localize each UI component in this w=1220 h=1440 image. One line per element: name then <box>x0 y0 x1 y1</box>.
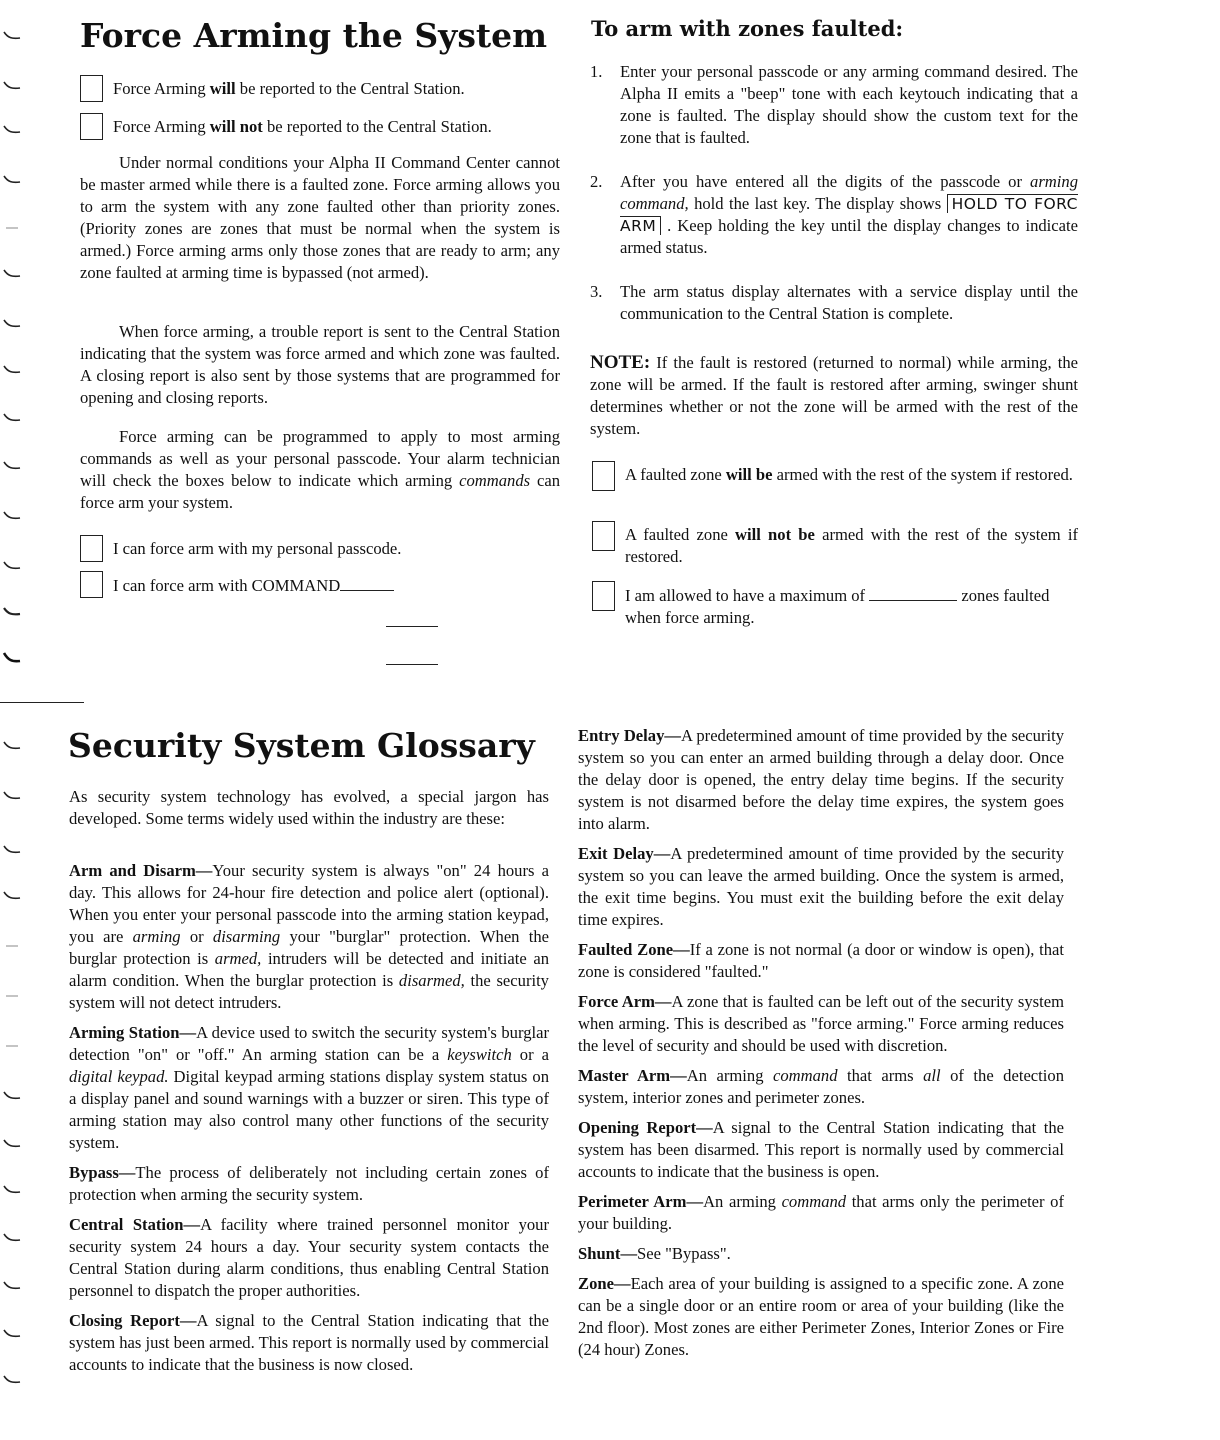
checkbox[interactable] <box>592 461 615 491</box>
binder-tick <box>0 318 26 330</box>
binder-tick <box>0 560 26 572</box>
binder-tick <box>0 606 26 618</box>
note-paragraph: NOTE: If the fault is restored (returned to normal) while arming, the zone will be armed. If the fault is restored after arming, swinger shunt determines whether or not the zone will be armed with the rest of the system. <box>590 352 1078 438</box>
binder-tick <box>0 740 26 752</box>
checkbox-row-will-not-be-armed <box>592 524 1078 568</box>
checkbox-row-command <box>80 574 560 598</box>
checkbox-row-not-reported <box>80 116 570 140</box>
checkbox[interactable] <box>80 535 103 562</box>
glossary-entry-faulted-zone: Faulted Zone—If a zone is not normal (a door or window is open), that zone is considered "faulted." <box>578 940 1065 981</box>
glossary-entry-exit-delay: Exit Delay—A predetermined amount of time provided by the security system so you can leave the armed building. Once the system is armed, the exit time begins. You must exit the building before the exit delay time expires. <box>578 844 1064 929</box>
glossary-title: Security System Glossary <box>68 726 535 765</box>
binder-tick <box>0 1138 26 1150</box>
checkbox-row-max-zones <box>592 584 1078 629</box>
checkbox[interactable] <box>80 113 103 140</box>
glossary-right-column <box>578 725 1064 1369</box>
checkbox-row-passcode <box>80 538 560 562</box>
checkbox-label: Force Arming will not be reported to the Central Station. <box>113 117 492 136</box>
step-2: 2. After you have entered all the digits of the passcode or arming command, hold the last key. The display shows HOLD TO FORC ARM . Keep holding the key until the display changes to indicate armed status. <box>590 172 1079 257</box>
max-zones-blank[interactable] <box>869 584 957 601</box>
glossary-intro: As security system technology has evolved, a special jargon has developed. Some terms widely used within the industry are these: <box>69 787 549 828</box>
binder-tick <box>0 364 26 376</box>
force-arming-title: Force Arming the System <box>80 16 548 55</box>
glossary-entry-master-arm: Master Arm—An arming command that arms all of the detection system, interior zones and perimeter zones. <box>578 1066 1064 1107</box>
binder-tick <box>0 844 26 856</box>
force-arming-paragraph-2: When force arming, a trouble report is sent to the Central Station indicating that the system was force armed and which zone was faulted. A closing report is also sent by those systems that are programmed for opening and closing reports. <box>80 322 560 407</box>
binder-tick <box>0 1184 26 1196</box>
checkbox[interactable] <box>80 571 103 598</box>
arming-steps <box>590 61 1078 325</box>
checkbox[interactable] <box>592 581 615 611</box>
glossary-entry-arming-station: Arming Station—A device used to switch the security system's burglar detection "on" or "off." An arming station can be a keyswitch or a digital keypad. Digital keypad arming stations display system status on a display panel and sound warnings with a buzzer or siren. This type of arming station may also control many other functions of the security system. <box>69 1023 549 1152</box>
glossary-entry-bypass: Bypass—The process of deliberately not including certain zones of protection when arming the security system. <box>69 1163 549 1204</box>
glossary-entry-arm-disarm: Arm and Disarm—Your security system is always "on" 24 hours a day. This allows for 24-hour fire detection and police alert (optional). When you enter your personal passcode into the arming station keypad, you are arming or disarming your "burglar" protection. When the burglar protection is armed, intruders will be detected and initiate an alarm condition. When the burglar protection is disarmed, the security system will not detect intruders. <box>69 861 550 1012</box>
checkbox-label: A faulted zone will not be armed with the rest of the system if restored. <box>625 525 1078 566</box>
step-3: 3. The arm status display alternates with a service display until the communication to the Central Station is complete. <box>590 282 1078 323</box>
binder-tick <box>0 1232 26 1244</box>
checkbox-label: I am allowed to have a maximum of zones faulted when force arming. <box>625 586 1050 627</box>
binder-tick <box>0 1280 26 1292</box>
glossary-left-column <box>69 860 549 1384</box>
binder-tick <box>0 652 26 664</box>
binder-tick <box>0 1040 26 1052</box>
command-blank[interactable] <box>340 574 394 591</box>
force-arming-paragraph-1: Under normal conditions your Alpha II Command Center cannot be master armed while there is a faulted zone. Force arming allows you to arm the system with any zone faulted other than priority zones. (Priority zones are zones that must be normal when the system is armed.) Force arming arms only those zones that are ready to arm; any zone faulted at arming time is bypassed (not armed). <box>80 153 560 282</box>
binder-tick <box>0 222 26 234</box>
section-divider <box>0 702 84 703</box>
binder-tick <box>0 1374 26 1386</box>
checkbox-row-reported <box>80 78 570 102</box>
checkbox-label: I can force arm with COMMAND <box>113 574 394 597</box>
keypad-display-text: HOLD TO FORC ARM <box>620 195 1079 235</box>
glossary-entry-central-station: Central Station—A facility where trained personnel monitor your security system 24 hours a day. Your security system contacts the Central Station during alarm conditions, thus enabling Central Station personnel to dispatch the proper authorities. <box>69 1215 549 1300</box>
checkbox-label: I can force arm with my personal passcode. <box>113 539 402 558</box>
checkbox-label: A faulted zone will be armed with the rest of the system if restored. <box>625 465 1073 484</box>
binder-tick <box>0 174 26 186</box>
binder-tick <box>0 940 26 952</box>
binder-tick <box>0 510 26 522</box>
force-arming-paragraph-3: Force arming can be programmed to apply to most arming commands as well as your personal passcode. Your alarm technician will check the boxes below to indicate which arming commands can force arm your system. <box>80 427 561 512</box>
checkbox[interactable] <box>80 75 103 102</box>
zones-faulted-title: To arm with zones faulted: <box>591 16 904 41</box>
binder-tick <box>0 80 26 92</box>
glossary-entry-zone: Zone—Each area of your building is assigned to a specific zone. A zone can be a single door or an entire room or area of your building (like the 2nd floor). Most zones are either Perimeter Zones, Interior Zones or Fire (24 hour) Zones. <box>578 1274 1064 1359</box>
binder-tick <box>0 460 26 472</box>
binder-tick <box>0 1090 26 1102</box>
glossary-entry-shunt: Shunt—See "Bypass". <box>578 1244 731 1263</box>
glossary-entry-closing-report: Closing Report—A signal to the Central Station indicating that the system has just been armed. This report is normally used by commercial accounts to indicate that the business is now closed. <box>69 1311 549 1374</box>
binder-tick <box>0 990 26 1002</box>
binder-tick <box>0 30 26 42</box>
step-1: 1. Enter your personal passcode or any arming command desired. The Alpha II emits a "beep" tone with each keytouch indicating that a zone is faulted. The display should show the custom text for the zone that is faulted. <box>590 62 1078 147</box>
binder-tick <box>0 890 26 902</box>
checkbox-label: Force Arming will be reported to the Central Station. <box>113 79 465 98</box>
checkbox-row-will-be-armed <box>592 464 1078 491</box>
glossary-entry-force-arm: Force Arm—A zone that is faulted can be left out of the security system when arming. This is described as "force arming." Force arming reduces the level of security and should be used with discretion. <box>578 992 1064 1055</box>
checkbox[interactable] <box>592 521 615 551</box>
binder-tick <box>0 1328 26 1340</box>
command-blank[interactable] <box>386 626 438 627</box>
glossary-entry-entry-delay: Entry Delay—A predetermined amount of time provided by the security system so you can enter an armed building through a delay door. Once the delay door is opened, the entry delay time begins. If the security system is not disarmed before the delay time expires, the system goes into alarm. <box>578 726 1064 833</box>
binder-tick <box>0 124 26 136</box>
command-blank[interactable] <box>386 664 438 665</box>
glossary-entry-perimeter-arm: Perimeter Arm—An arming command that arms only the perimeter of your building. <box>578 1192 1064 1233</box>
binder-tick <box>0 412 26 424</box>
binder-tick <box>0 268 26 280</box>
binder-tick <box>0 790 26 802</box>
glossary-entry-opening-report: Opening Report—A signal to the Central Station indicating that the system has been disarmed. This report is normally used by commercial accounts to indicate that the business is open. <box>578 1118 1064 1181</box>
